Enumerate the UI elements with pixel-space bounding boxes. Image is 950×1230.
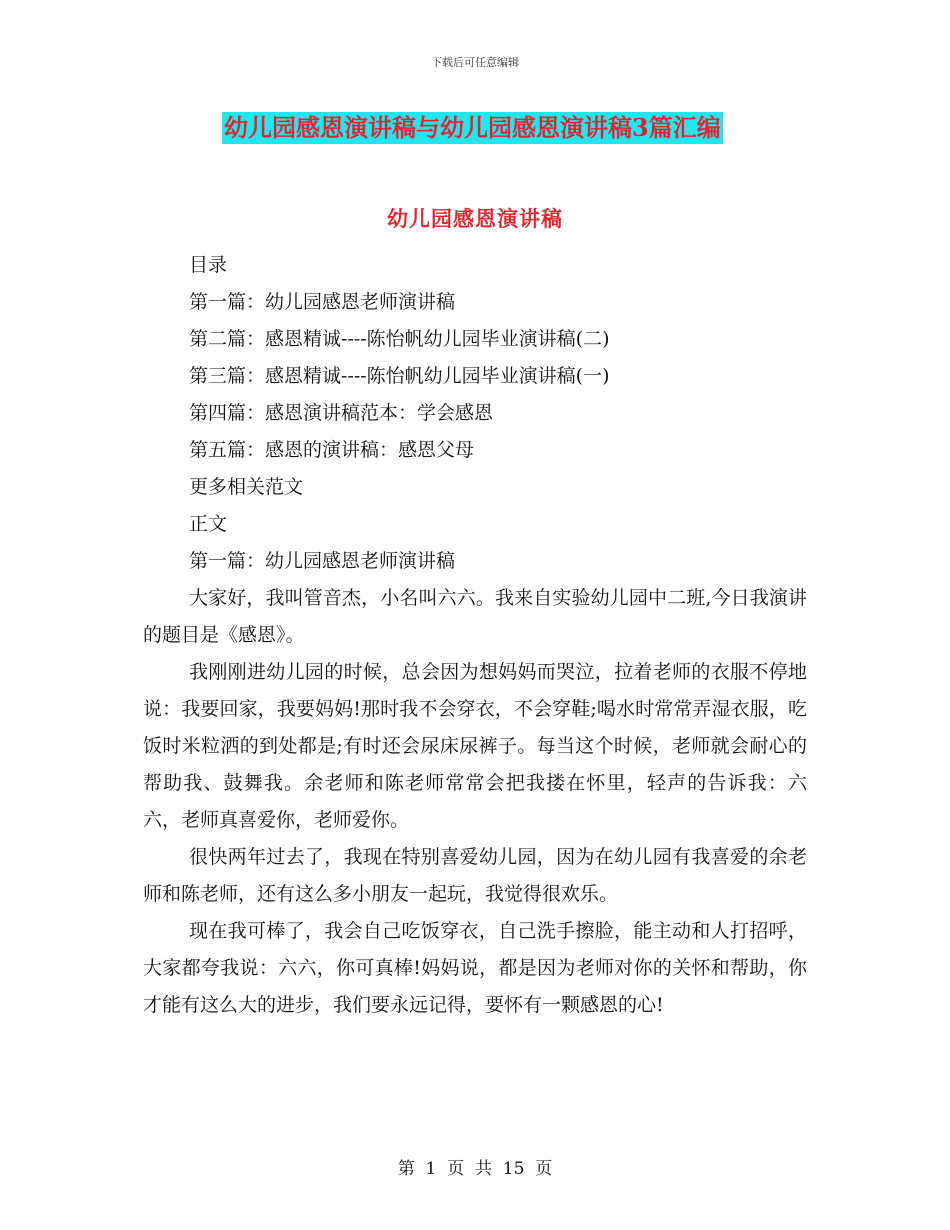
toc-item: 第二篇：感恩精诚----陈怡帆幼儿园毕业演讲稿(二): [189, 328, 610, 350]
document-body: [143, 247, 807, 1024]
toc-item: 第一篇：幼儿园感恩老师演讲稿: [189, 291, 456, 313]
toc-heading: 目录: [189, 254, 228, 276]
page-footer: 第 1 页 共 15 页: [397, 1159, 553, 1179]
chapter-heading: 第一篇：幼儿园感恩老师演讲稿: [189, 550, 456, 572]
toc-item: 第五篇：感恩的演讲稿：感恩父母: [189, 439, 475, 461]
toc-more-link: 更多相关范文: [189, 476, 304, 498]
header-note: 下载后可任意编辑: [431, 56, 519, 69]
document-title: 幼儿园感恩演讲稿与幼儿园感恩演讲稿3篇汇编: [224, 113, 721, 142]
section-title: 幼儿园感恩演讲稿: [387, 206, 563, 231]
toc-item: 第三篇：感恩精诚----陈怡帆幼儿园毕业演讲稿(一): [189, 365, 610, 387]
paragraph: 很快两年过去了，我现在特别喜爱幼儿园，因为在幼儿园有我喜爱的余老师和陈老师，还有这么多小朋友一起玩，我觉得很欢乐。: [143, 846, 807, 905]
toc-item: 第四篇：感恩演讲稿范本：学会感恩: [189, 402, 494, 424]
paragraph: 现在我可棒了，我会自己吃饭穿衣，自己洗手擦脸，能主动和人打招呼，大家都夸我说：六六，你可真棒!妈妈说，都是因为老师对你的关怀和帮助，你才能有这么大的进步，我们要永远记得，要怀有一颗感恩的心!: [143, 920, 807, 1016]
paragraph: 大家好，我叫管音杰，小名叫六六。我来自实验幼儿园中二班,今日我演讲的题目是《感恩》。: [143, 587, 807, 646]
body-heading: 正文: [189, 513, 228, 535]
paragraph: 我刚刚进幼儿园的时候，总会因为想妈妈而哭泣，拉着老师的衣服不停地说：我要回家，我要妈妈!那时我不会穿衣，不会穿鞋;喝水时常常弄湿衣服，吃饭时米粒洒的到处都是;有时还会尿床尿裤子。每当这个时候，老师就会耐心的帮助我、鼓舞我。余老师和陈老师常常会把我搂在怀里，轻声的告诉我：六六，老师真喜爱你，老师爱你。: [143, 661, 807, 831]
